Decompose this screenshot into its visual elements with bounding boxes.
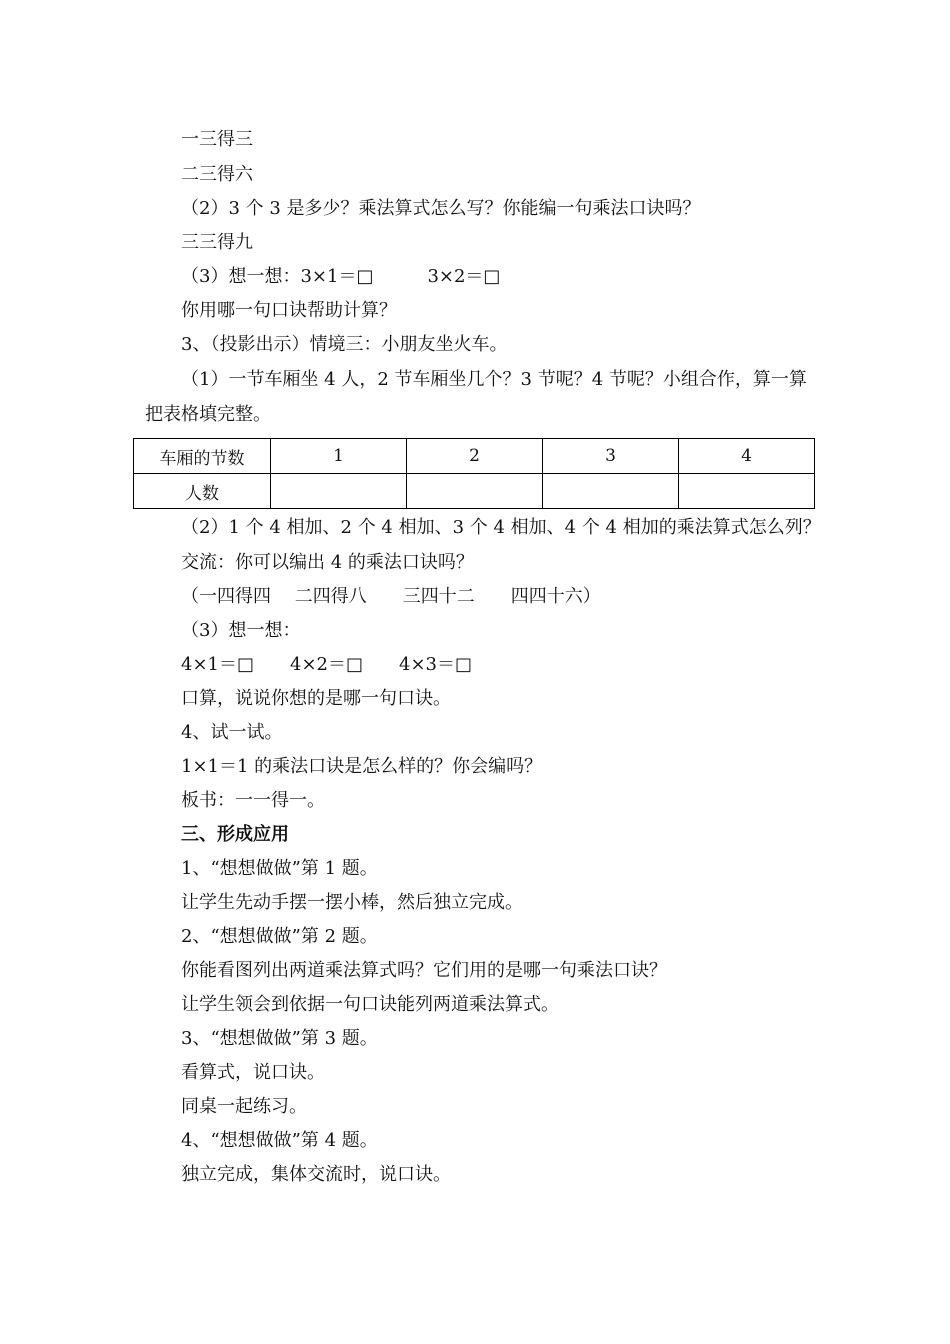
table-cell (271, 474, 407, 509)
table-cell: 1 (271, 439, 407, 474)
table-cell: 2 (407, 439, 543, 474)
text-line: （3）想一想： (181, 620, 301, 641)
text-line: 1、“想想做做”第 1 题。 (181, 858, 378, 879)
text-line: （一四得四 二四得八 三四十二 四四十六） (181, 586, 601, 607)
table-row (134, 474, 815, 509)
text-line: 1×1＝1 的乘法口诀是怎么样的？你会编吗？ (181, 756, 543, 777)
text-line: 4×1＝□ 4×2＝□ 4×3＝□ (181, 654, 472, 675)
text-line: （2）3 个 3 是多少？乘法算式怎么写？你能编一句乘法口诀吗？ (181, 198, 701, 219)
text-line: 把表格填完整。 (145, 404, 271, 425)
text-line: 板书：一一得一。 (181, 790, 325, 811)
table-row (134, 439, 815, 474)
table-cell (407, 474, 543, 509)
text-line: 3、“想想做做”第 3 题。 (181, 1028, 378, 1049)
train-table (133, 438, 815, 509)
text-line: 交流：你可以编出 4 的乘法口诀吗？ (181, 552, 474, 573)
section-heading: 三、形成应用 (181, 824, 289, 845)
text-line: 二三得六 (181, 164, 253, 185)
table-cell (679, 474, 815, 509)
text-line: 看算式，说口诀。 (181, 1062, 325, 1083)
text-line: 同桌一起练习。 (181, 1096, 307, 1117)
text-line: （2）1 个 4 相加、2 个 4 相加、3 个 4 相加、4 个 4 相加的乘法算式怎么列？ (181, 517, 821, 538)
text-line: 一三得三 (181, 129, 253, 150)
table-cell: 3 (543, 439, 679, 474)
table-header-cell: 人数 (134, 474, 271, 509)
text-line: 你用哪一句口诀帮助计算？ (181, 300, 397, 321)
text-line: （3）想一想：3×1＝□ 3×2＝□ (181, 266, 501, 287)
table-cell (543, 474, 679, 509)
text-line: 2、“想想做做”第 2 题。 (181, 926, 378, 947)
text-line: 独立完成，集体交流时，说口诀。 (181, 1164, 451, 1185)
text-line: 口算，说说你想的是哪一句口诀。 (181, 688, 451, 709)
text-line: 你能看图列出两道乘法算式吗？它们用的是哪一句乘法口诀？ (181, 960, 667, 981)
text-line: 3、（投影出示）情境三：小朋友坐火车。 (181, 334, 508, 355)
text-line: 4、试一试。 (181, 722, 283, 743)
table-header-cell: 车厢的节数 (134, 439, 271, 474)
text-line: 三三得九 (181, 232, 253, 253)
text-line: 4、“想想做做”第 4 题。 (181, 1130, 378, 1151)
text-line: 让学生先动手摆一摆小棒，然后独立完成。 (181, 892, 523, 913)
table-cell: 4 (679, 439, 815, 474)
text-line: 让学生领会到依据一句口诀能列两道乘法算式。 (181, 994, 559, 1015)
text-line: （1）一节车厢坐 4 人，2 节车厢坐几个？3 节呢？4 节呢？小组合作，算一算 (181, 369, 807, 390)
